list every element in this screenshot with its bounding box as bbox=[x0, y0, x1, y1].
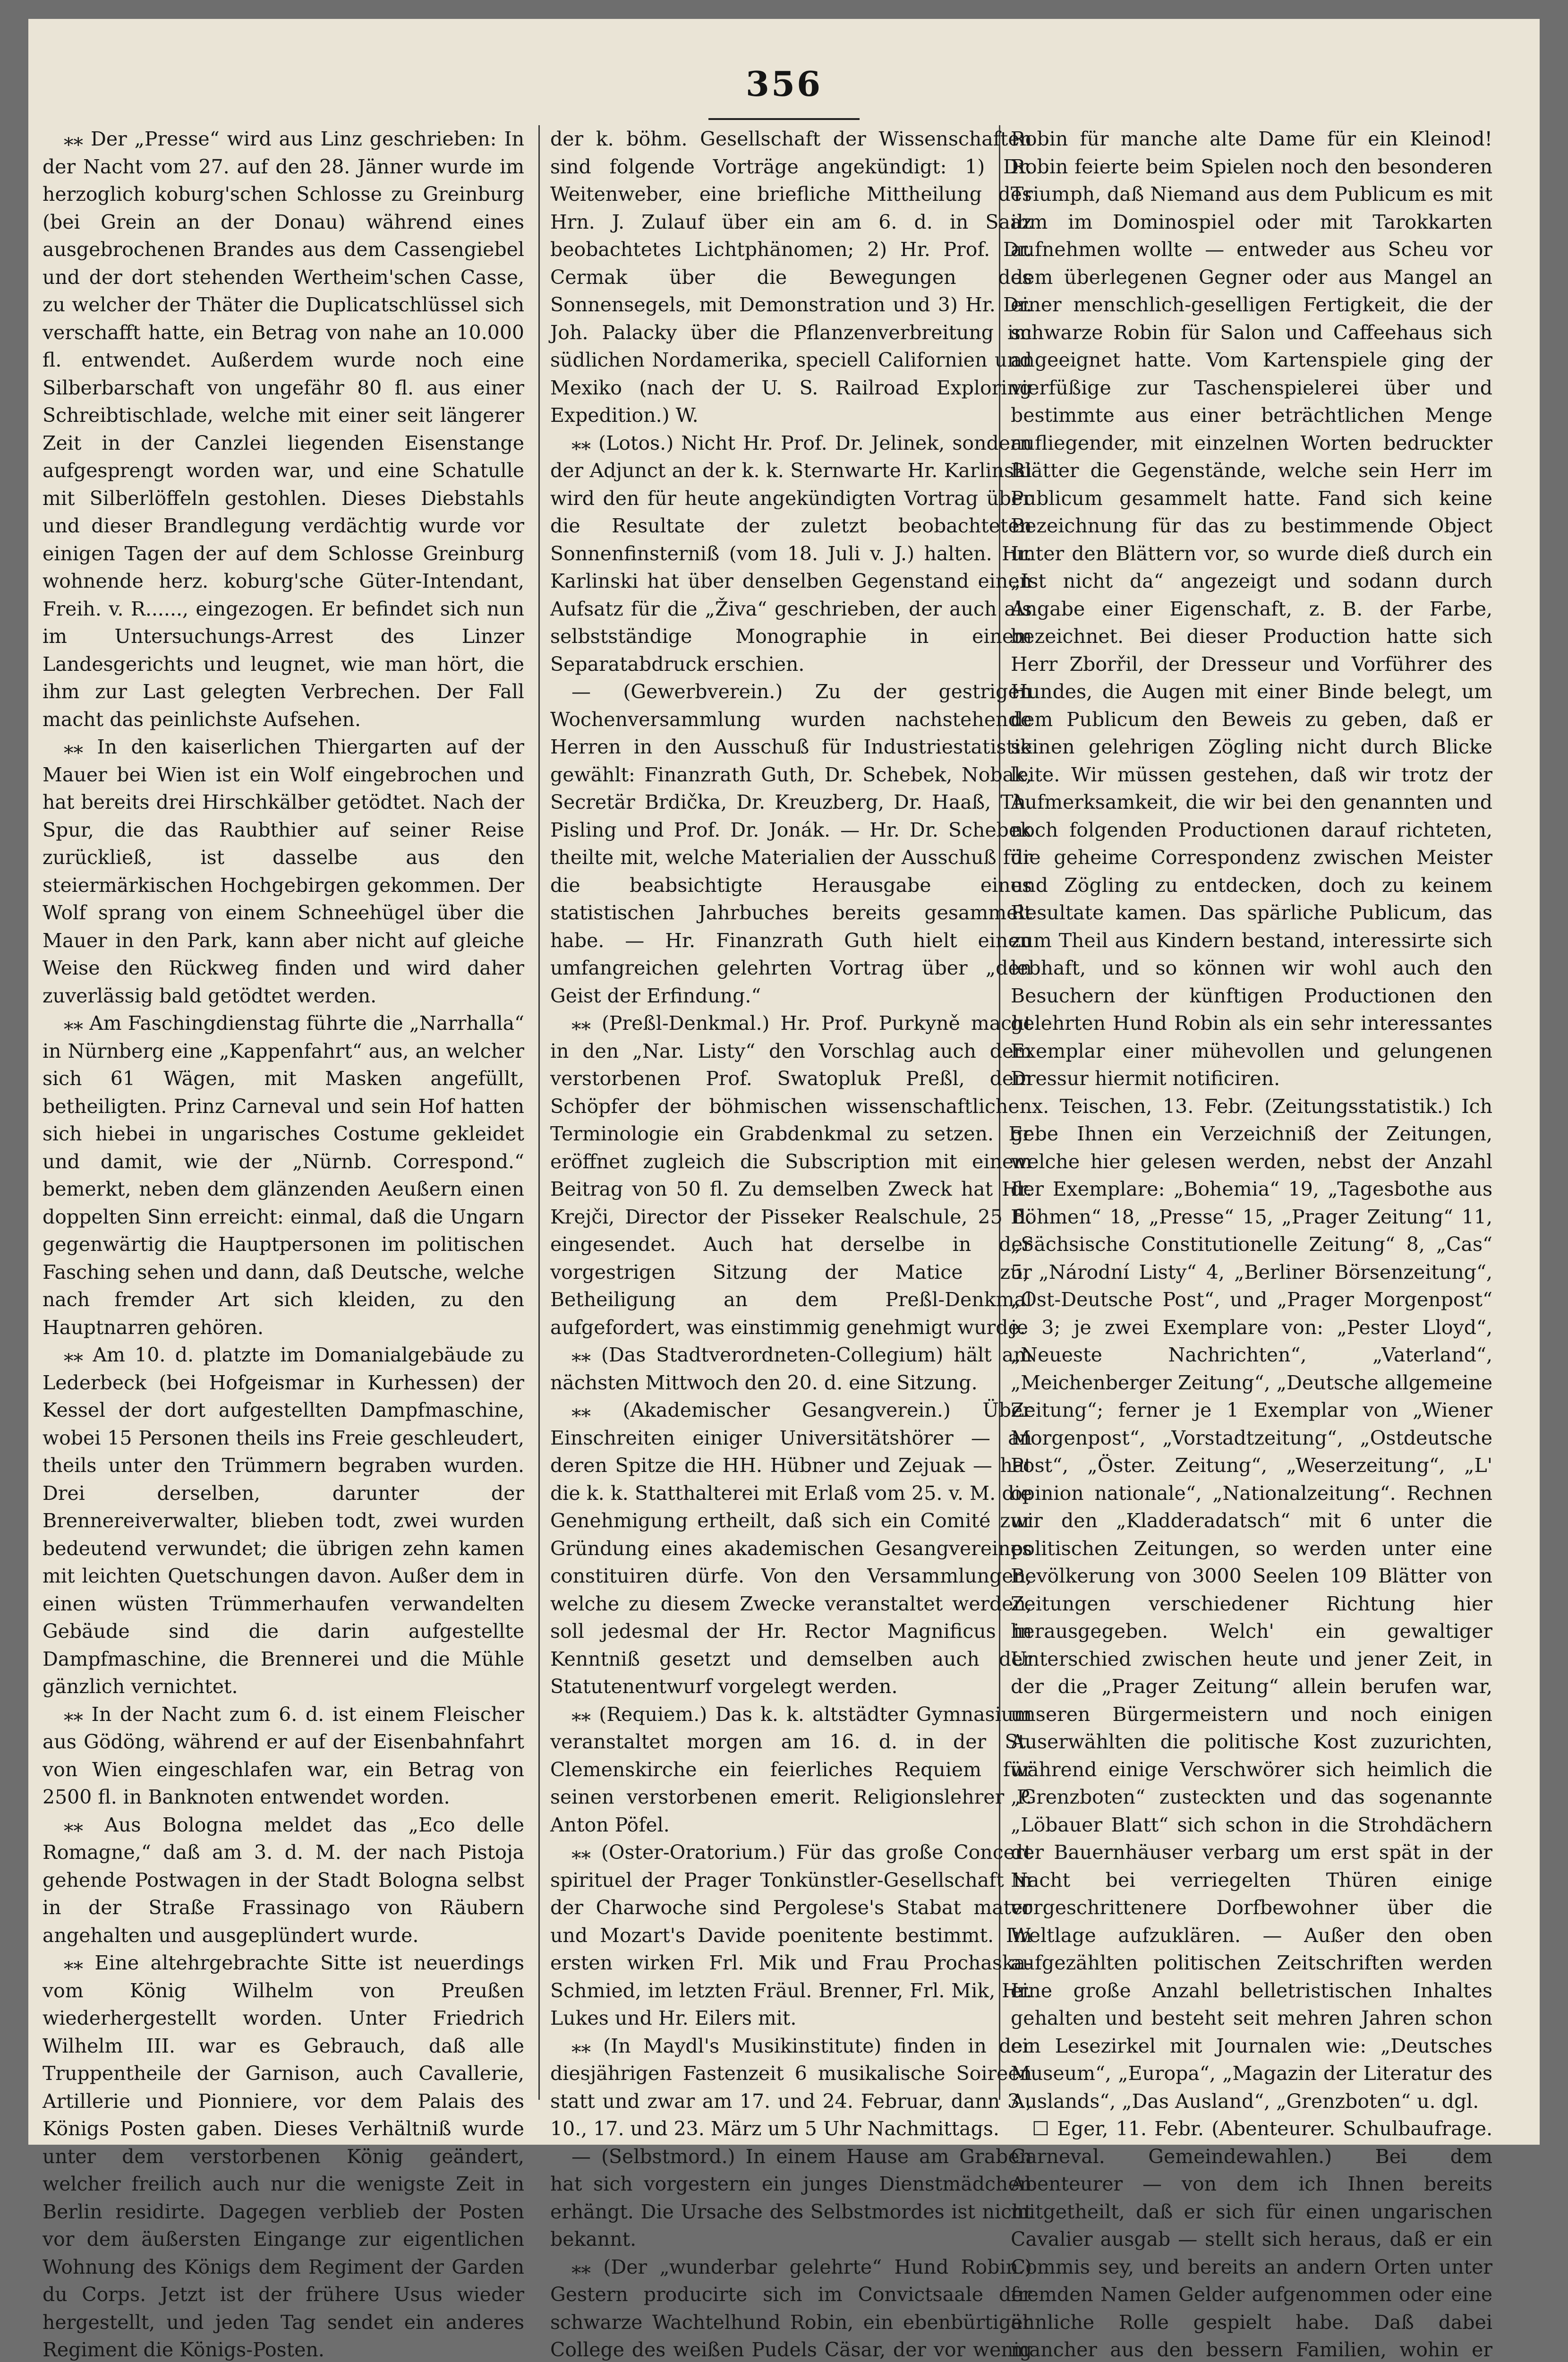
article-paragraph: ⁎⁎ Am 10. d. platzte im Domanialgebäude zu Lederbeck (bei Hofgeismar in Kurhessen) der Kessel der dort aufgestellten Dampfmaschine, wobei 15 Personen theils ins Freie geschleudert, theils unter den Trümmern begraben wurden. Drei derselben, darunter der Brennereiverwalter, blieben todt, zwei wurden bedeutend verwundet; die übrigen zehn kamen mit leichten Quetschungen davon. Außer dem in einen wüsten Trümmerhaufen verwandelten Gebäude sind die darin aufgestellte Dampfmaschine, die Brennerei und die Mühle gänzlich vernichtet. bbox=[43, 1341, 524, 1701]
article-paragraph: ⁎⁎ In der Nacht zum 6. d. ist einem Fleischer aus Gödöng, während er auf der Eisenbahnfahrt von Wien eingeschlafen war, ein Betrag von 2500 fl. in Banknoten entwendet worden. bbox=[43, 1701, 524, 1811]
header-rule bbox=[708, 118, 860, 120]
page-number: 356 bbox=[727, 64, 841, 104]
article-paragraph: ⁎⁎ (Oster-Oratorium.) Für das große Concert spirituel der Prager Tonkünstler-Gesellschaft in der Charwoche sind Pergolese's Stabat mater und Mozart's Davide poenitente bestimmt. Im ersten wirken Frl. Mik und Frau Prochaska-Schmied, im letzten Fräul. Brenner, Frl. Mik, Hr. Lukes und Hr. Eilers mit. bbox=[550, 1839, 1032, 2032]
article-paragraph: ⁎⁎ Aus Bologna meldet das „Eco delle Romagne,“ daß am 3. d. M. der nach Pistoja gehende Postwagen in der Stadt Bologna selbst in der Straße Frassinago von Räubern angehalten und ausgeplündert wurde. bbox=[43, 1811, 524, 1950]
article-paragraph: Robin für manche alte Dame für ein Kleinod! Robin feierte beim Spielen noch den besonderen Triumph, daß Niemand aus dem Publicum es mit ihm im Dominospiel oder mit Tarokkarten aufnehmen wollte — entweder aus Scheu vor dem überlegenen Gegner oder aus Mangel an einer menschlich-geselligen Fertigkeit, die der schwarze Robin für Salon und Caffeehaus sich angeeignet hatte. Vom Kartenspiele ging der vierfüßige zur Taschenspielerei über und bestimmte aus einer beträchtlichen Menge aufliegender, mit einzelnen Worten bedruckter Blätter die Gegenstände, welche sein Herr im Publicum gesammelt hatte. Fand sich keine Bezeichnung für das zu bestimmende Object unter den Blättern vor, so wurde dieß durch ein „Ist nicht da“ angezeigt und sodann durch Angabe einer Eigenschaft, z. B. der Farbe, bezeichnet. Bei dieser Production hatte sich Herr Zborřil, der Dresseur und Vorführer des Hundes, die Augen mit einer Binde belegt, um dem Publicum den Beweis zu geben, daß er seinen gelehrigen Zögling nicht durch Blicke leite. Wir müssen gestehen, daß wir trotz der Aufmerksamkeit, die wir bei den genannten und noch folgenden Productionen darauf richteten, die geheime Correspondenz zwischen Meister und Zögling zu entdecken, doch zu keinem Resultate kamen. Das spärliche Publicum, das zum Theil aus Kindern bestand, interessirte sich lebhaft, und so können wir wohl auch den Besuchern der künftigen Productionen den gelehrten Hund Robin als ein sehr interessantes Exemplar einer mühevollen und gelungenen Dressur hiermit notificiren. bbox=[1011, 125, 1492, 1093]
article-paragraph: ⁎⁎ Der „Presse“ wird aus Linz geschrieben: In der Nacht vom 27. auf den 28. Jänner wurde im herzoglich koburg'schen Schlosse zu Greinburg (bei Grein an der Donau) während eines ausgebrochenen Brandes aus dem Cassengiebel und der dort stehenden Wertheim'schen Casse, zu welcher der Thäter die Duplicatschlüssel sich verschafft hatte, ein Betrag von nahe an 10.000 fl. entwendet. Außerdem wurde noch eine Silberbarschaft von ungefähr 80 fl. aus einer Schreibtischlade, welche mit einer seit längerer Zeit in der Canzlei liegenden Eisenstange aufgesprengt worden war, und eine Schatulle mit Silberlöffeln gestohlen. Dieses Diebstahls und dieser Brandlegung verdächtig wurde vor einigen Tagen der auf dem Schlosse Greinburg wohnende herz. koburg'sche Güter-Intendant, Freih. v. R......, eingezogen. Er befindet sich nun im Untersuchungs-Arrest des Linzer Landesgerichts und leugnet, wie man hört, die ihm zur Last gelegten Verbrechen. Der Fall macht das peinlichste Aufsehen. bbox=[43, 125, 524, 733]
article-paragraph: ⁎⁎ (Der „wunderbar gelehrte“ Hund Robin.) Gestern producirte sich im Convictsaale der schwarze Wachtelhund Robin, ein ebenbürtiger College des weißen Pudels Cäsar, der vor wenig bbox=[550, 2253, 1032, 2362]
article-paragraph: der k. böhm. Gesellschaft der Wissenschaften sind folgende Vorträge angekündigt: 1) Dr. Weitenweber, eine briefliche Mittheilung des Hrn. J. Zulauf über ein am 6. d. in Saaz beobachtetes Lichtphänomen; 2) Hr. Prof. Dr. Cermak über die Bewegungen des Sonnensegels, mit Demonstration und 3) Hr. Dr. Joh. Palacky über die Pflanzenverbreitung im südlichen Nordamerika, speciell Californien und Mexiko (nach der U. S. Railroad Exploring Expedition.) W. bbox=[550, 125, 1032, 429]
article-paragraph: ⁎⁎ Am Faschingdienstag führte die „Narrhalla“ in Nürnberg eine „Kappenfahrt“ aus, an welcher sich 61 Wägen, mit Masken angefüllt, betheiligten. Prinz Carneval und sein Hof hatten sich hiebei in ungarisches Costume gekleidet und damit, wie der „Nürnb. Correspond.“ bemerkt, neben dem glänzenden Aeußern einen doppelten Sinn erreicht: einmal, daß die Ungarn gegenwärtig die Hauptpersonen im politischen Fasching sehen und dann, daß Deutsche, welche nach fremder Art sich kleiden, zu den Hauptnarren gehören. bbox=[43, 1010, 524, 1341]
column-2 bbox=[550, 125, 1032, 2100]
article-paragraph: ☐ Eger, 11. Febr. (Abenteurer. Schulbaufrage. Carneval. Gemeindewahlen.) Bei dem Abenteurer — von dem ich Ihnen bereits mitgetheilt, daß er sich für einen ungarischen Cavalier ausgab — stellt sich heraus, daß er ein Commis sey, und bereits an andern Orten unter fremden Namen Gelder aufgenommen oder eine ähnliche Rolle gespielt habe. Daß dabei mancher aus den bessern Familien, wohin er bbox=[1011, 2115, 1492, 2362]
article-paragraph: ⁎⁎ Eine altehrgebrachte Sitte ist neuerdings vom König Wilhelm von Preußen wiederhergestellt worden. Unter Friedrich Wilhelm III. war es Gebrauch, daß alle Truppentheile der Garnison, auch Cavallerie, Artillerie und Pionniere, vor dem Palais des Königs Posten gaben. Dieses Verhältniß wurde unter dem verstorbenen König geändert, welcher freilich auch nur die wenigste Zeit in Berlin residirte. Dagegen verblieb der Posten vor dem äußersten Eingange zur eigentlichen Wohnung des Königs dem Regiment der Garden du Corps. Jetzt ist der frühere Usus wieder hergestellt, und jeden Tag sendet ein anderes Regiment die Königs-Posten. bbox=[43, 1949, 524, 2362]
article-paragraph: — (Gewerbverein.) Zu der gestrigen Wochenversammlung wurden nachstehende Herren in den Ausschuß für Industriestatistik gewählt: Finanzrath Guth, Dr. Schebek, Nobak, Secretär Brdička, Dr. Kreuzberg, Dr. Haaß, Th. Pisling und Prof. Dr. Jonák. — Hr. Dr. Schebek theilte mit, welche Materialien der Ausschuß für die beabsichtigte Herausgabe eines statistischen Jahrbuches bereits gesammelt habe. — Hr. Finanzrath Guth hielt einen umfangreichen gelehrten Vortrag über „den Geist der Erfindung.“ bbox=[550, 678, 1032, 1010]
article-paragraph: ⁎⁎ (Requiem.) Das k. k. altstädter Gymnasium veranstaltet morgen am 16. d. in der St. Clemenskirche ein feierliches Requiem für seinen verstorbenen emerit. Religionslehrer P. Anton Pöfel. bbox=[550, 1701, 1032, 1839]
column-3 bbox=[1011, 125, 1492, 2100]
article-paragraph: ⁎⁎ (Preßl-Denkmal.) Hr. Prof. Purkyně macht in den „Nar. Listy“ den Vorschlag auch dem verstorbenen Prof. Swatopluk Preßl, dem Schöpfer der böhmischen wissenschaftlichen Terminologie ein Grabdenkmal zu setzen. Er eröffnet zugleich die Subscription mit einem Beitrag von 50 fl. Zu demselben Zweck hat Hr. Krejči, Director der Pisseker Realschule, 25 fl. eingesendet. Auch hat derselbe in der vorgestrigen Sitzung der Matice zur Betheiligung an dem Preßl-Denkmal aufgefordert, was einstimmig genehmigt wurde. bbox=[550, 1010, 1032, 1341]
article-paragraph: ⁎⁎ (In Maydl's Musikinstitute) finden in der diesjährigen Fastenzeit 6 musikalische Soireen statt und zwar am 17. und 24. Februar, dann 3., 10., 17. und 23. März um 5 Uhr Nachmittags. bbox=[550, 2032, 1032, 2143]
article-paragraph: ⁎⁎ (Das Stadtverordneten-Collegium) hält am nächsten Mittwoch den 20. d. eine Sitzung. bbox=[550, 1341, 1032, 1396]
article-paragraph: ⁎⁎ (Akademischer Gesangverein.) Über Einschreiten einiger Universitätshörer — an deren Spitze die HH. Hübner und Zejuak — hat die k. k. Statthalterei mit Erlaß vom 25. v. M. die Genehmigung ertheilt, daß sich ein Comité zur Gründung eines akademischen Gesangvereines constituiren dürfe. Von den Versammlungen, welche zu diesem Zwecke veranstaltet werden, soll jedesmal der Hr. Rector Magnificus in Kenntniß gesetzt und demselben auch der Statutenentwurf vorgelegt werden. bbox=[550, 1396, 1032, 1701]
article-paragraph: — (Selbstmord.) In einem Hause am Graben hat sich vorgestern ein junges Dienstmädchen erhängt. Die Ursache des Selbstmordes ist nicht bekannt. bbox=[550, 2143, 1032, 2253]
article-paragraph: x. Teischen, 13. Febr. (Zeitungsstatistik.) Ich gebe Ihnen ein Verzeichniß der Zeitungen, welche hier gelesen werden, nebst der Anzahl der Exemplare: „Bohemia“ 19, „Tagesbothe aus Böhmen“ 18, „Presse“ 15, „Prager Zeitung“ 11, „Sächsische Constitutionelle Zeitung“ 8, „Cas“ 5, „Národní Listy“ 4, „Berliner Börsenzeitung“, „Ost-Deutsche Post“, und „Prager Morgenpost“ je 3; je zwei Exemplare von: „Pester Lloyd“, „Neueste Nachrichten“, „Vaterland“, „Meichenberger Zeitung“, „Deutsche allgemeine Zeitung“; ferner je 1 Exemplar von „Wiener Morgenpost“, „Vorstadtzeitung“, „Ostdeutsche Post“, „Öster. Zeitung“, „Weserzeitung“, „L' opinion nationale“, „Nationalzeitung“. Rechnen wir den „Kladderadatsch“ mit 6 unter die politischen Zeitungen, so werden unter eine Bevölkerung von 3000 Seelen 109 Blätter von Zeitungen verschiedener Richtung hier herausgegeben. Welch' ein gewaltiger Unterschied zwischen heute und jener Zeit, in der die „Prager Zeitung“ allein berufen war, unseren Bürgermeistern und noch einigen Auserwählten die politische Kost zuzurichten, während einige Verschwörer sich heimlich die „Grenzboten“ zusteckten und das sogenannte „Löbauer Blatt“ sich schon in die Strohdächern der Bauernhäuser verbarg um erst spät in der Nacht bei verriegelten Thüren einige vorgeschrittenere Dorfbewohner über die Weltlage aufzuklären. — Außer den oben aufgezählten politischen Zeitschriften werden eine große Anzahl belletristischen Inhaltes gehalten und besteht seit mehren Jahren schon ein Lesezirkel mit Journalen wie: „Deutsches Museum“, „Europa“, „Magazin der Literatur des Auslands“, „Das Ausland“, „Grenzboten“ u. dgl. bbox=[1011, 1093, 1492, 2115]
article-paragraph: ⁎⁎ In den kaiserlichen Thiergarten auf der Mauer bei Wien ist ein Wolf eingebrochen und hat bereits drei Hirschkälber getödtet. Nach der Spur, die das Raubthier auf seiner Reise zurückließ, ist dasselbe aus den steiermärkischen Hochgebirgen gekommen. Der Wolf sprang von einem Schneehügel über die Mauer in den Park, kann aber nicht auf gleiche Weise den Rückweg finden und wird daher zuverlässig bald getödtet werden. bbox=[43, 733, 524, 1010]
article-paragraph: ⁎⁎ (Lotos.) Nicht Hr. Prof. Dr. Jelinek, sondern der Adjunct an der k. k. Sternwarte Hr. Karlinski wird den für heute angekündigten Vortrag über die Resultate der zuletzt beobachteten Sonnenfinsterniß (vom 18. Juli v. J.) halten. Hr. Karlinski hat über denselben Gegenstand einen Aufsatz für die „Živa“ geschrieben, der auch als selbstständige Monographie in einem Separatabdruck erschien. bbox=[550, 429, 1032, 678]
column-1 bbox=[43, 125, 524, 2100]
column-divider-1 bbox=[538, 125, 540, 2100]
